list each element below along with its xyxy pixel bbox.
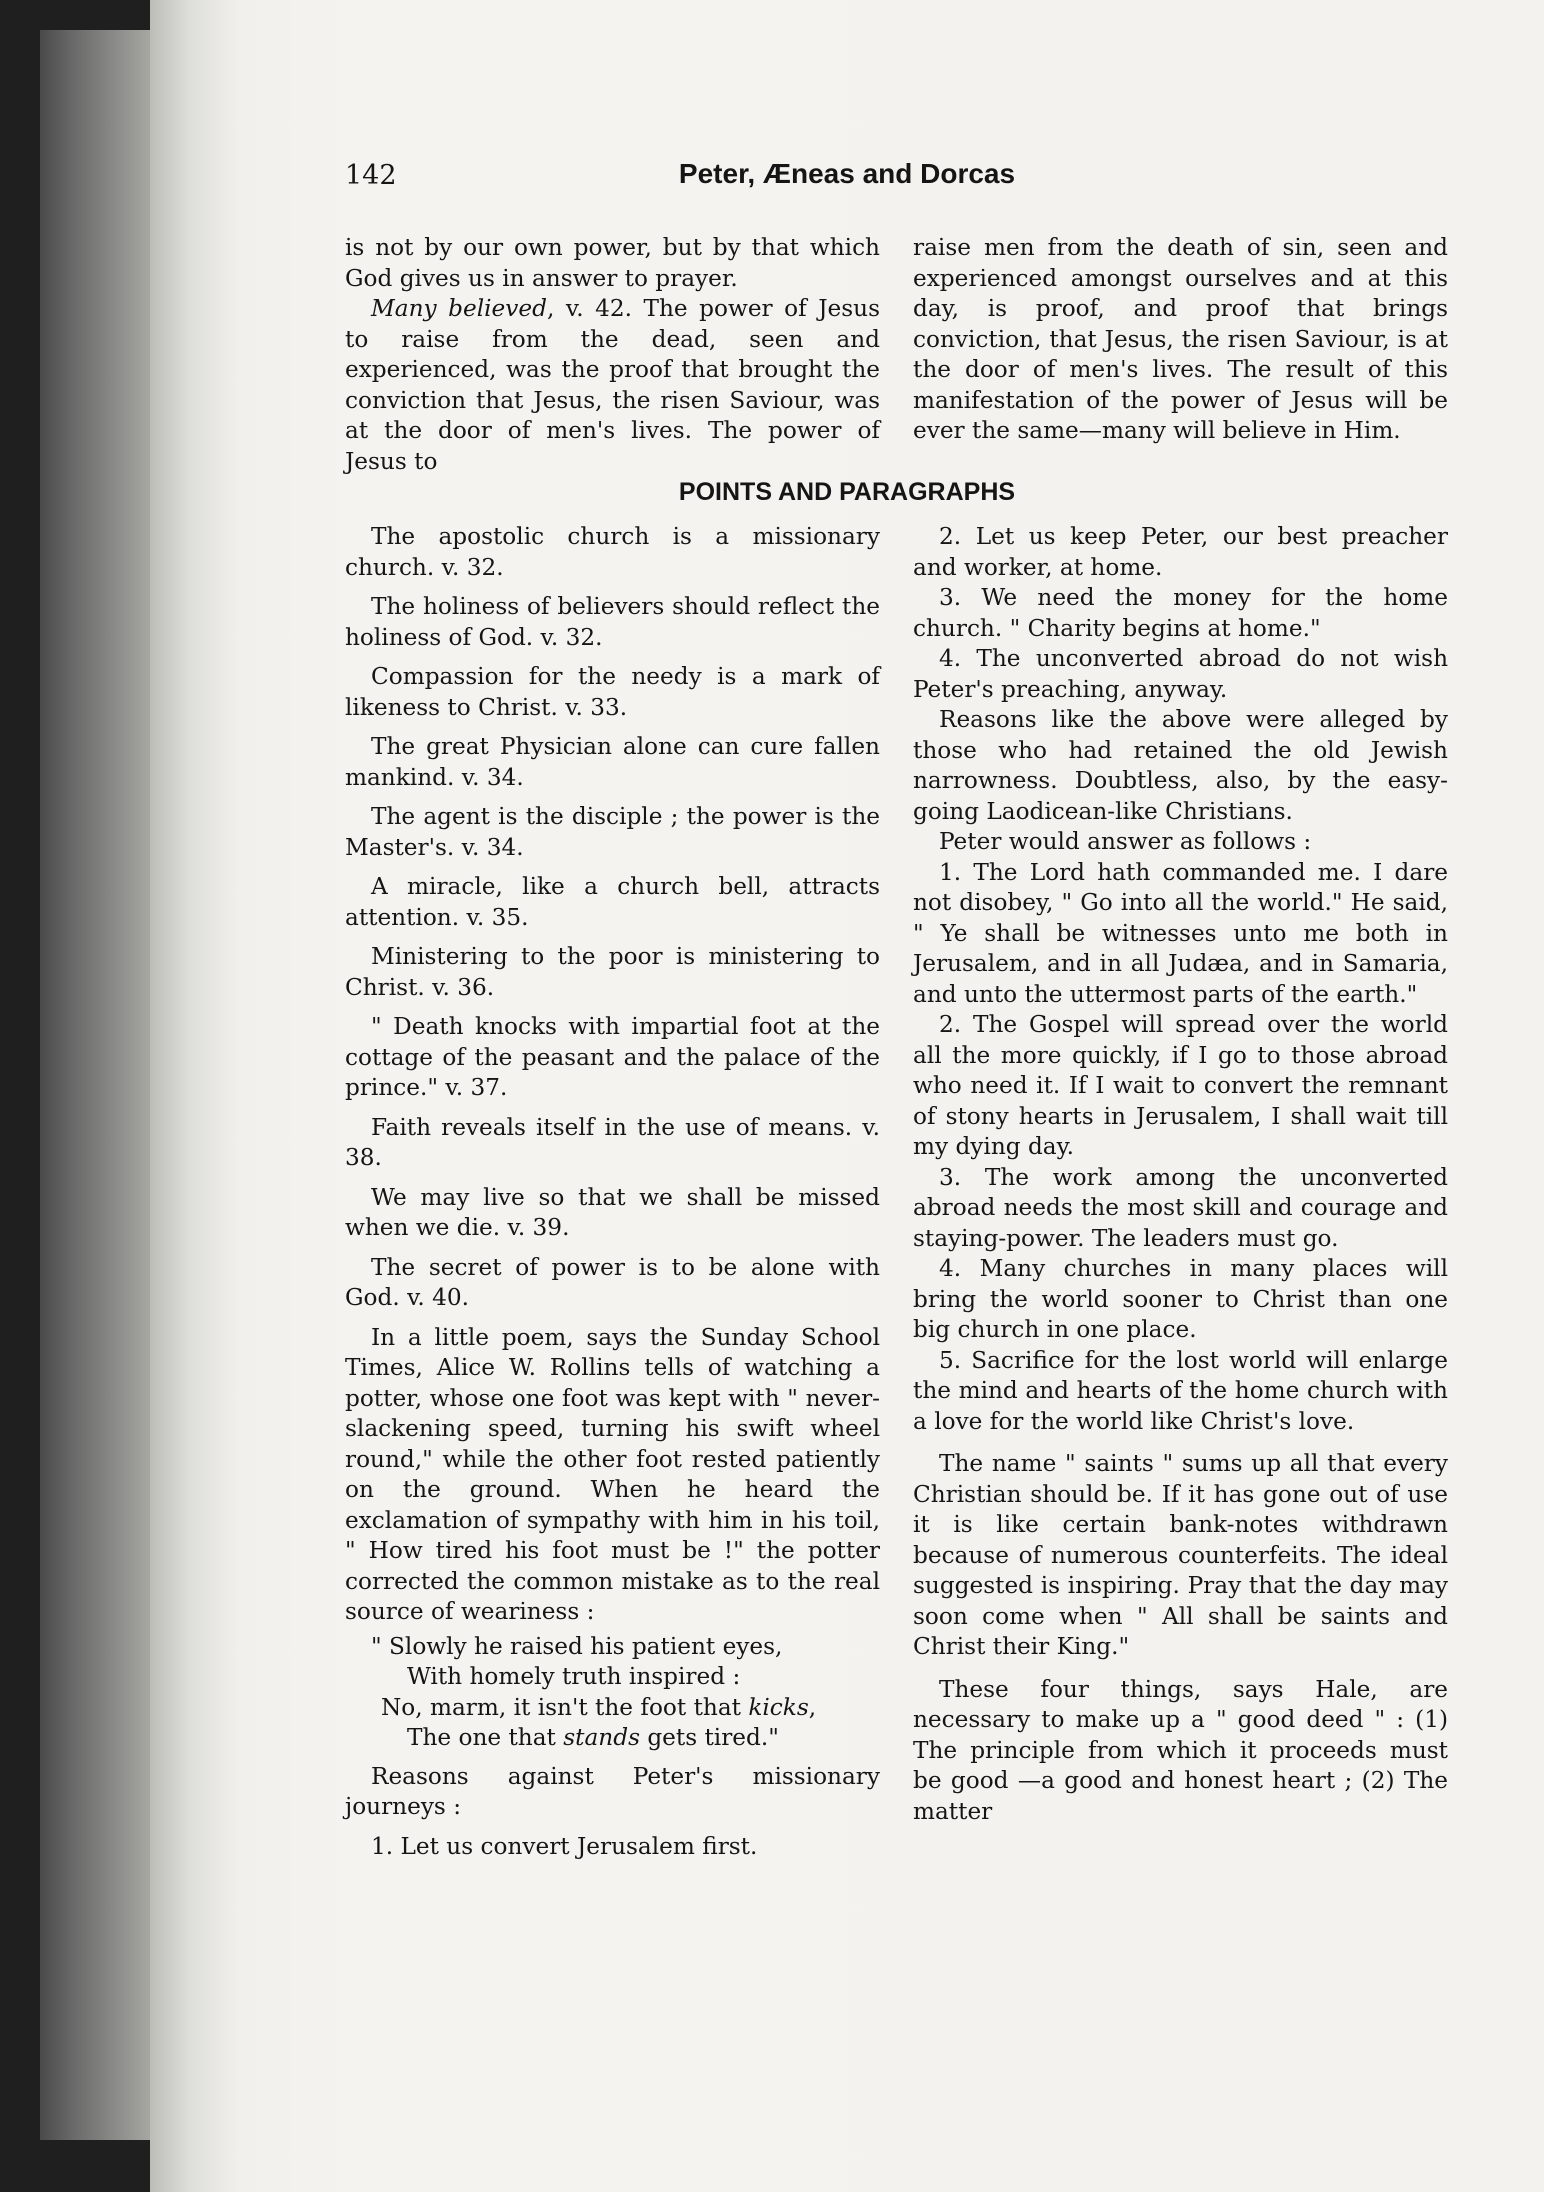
point: 3. The work among the unconverted abroad needs the most skill and courage and staying-power. The leaders must go. <box>913 1163 1448 1252</box>
paragraph <box>345 294 880 477</box>
point: " Death knocks with impartial foot at the cottage of the peasant and the palace of the prince." v. 37. <box>345 1013 880 1101</box>
point: The agent is the disciple ; the power is the Master's. v. 34. <box>345 803 880 861</box>
top-left-column <box>345 233 880 477</box>
poem-line <box>345 1693 880 1724</box>
point: The holiness of believers should reflect the holiness of God. v. 32. <box>345 593 880 651</box>
book-page <box>150 0 1544 2192</box>
point: 2. Let us keep Peter, our best preacher and worker, at home. <box>913 523 1448 581</box>
poem-text: No, marm, it isn't the foot that <box>381 1693 749 1721</box>
section-heading: POINTS AND PARAGRAPHS <box>678 478 1016 506</box>
paragraph: raise men from the death of sin, seen and experienced amongst ourselves and at this day, is proof, and proof that brings conviction, that Jesus, the risen Saviour, is at the door of men's lives. The result of this manifestation of the power of Jesus will be ever the same—many will believe in Him. <box>913 234 1448 444</box>
point: Ministering to the poor is ministering to Christ. v. 36. <box>345 943 880 1001</box>
point: In a little poem, says the Sunday School Times, Alice W. Rollins tells of watching a potter, whose one foot was kept with " never-slackening speed, turning his swift wheel round," while the other foot rested patiently on the ground. When he heard the exclamation of sympathy with him in his toil, " How tired his foot must be !" the potter corrected the common mistake as to the real source of weariness : <box>345 1323 880 1625</box>
point: 2. The Gospel will spread over the world all the more quickly, if I go to those abroad who need it. If I wait to convert the remnant of stony hearts in Jerusalem, I shall wait till my dying day. <box>913 1011 1448 1160</box>
point: Compassion for the needy is a mark of likeness to Christ. v. 33. <box>345 663 880 721</box>
poem <box>345 1632 880 1754</box>
points-right-column <box>913 522 1448 1827</box>
point: The apostolic church is a missionary church. v. 32. <box>345 523 880 581</box>
paragraph: is not by our own power, but by that which God gives us in answer to prayer. <box>345 234 880 292</box>
point: A miracle, like a church bell, attracts attention. v. 35. <box>345 873 880 931</box>
point: Faith reveals itself in the use of means. v. 38. <box>345 1113 880 1171</box>
page-number: 142 <box>345 160 397 191</box>
poem-line: " Slowly he raised his patient eyes, <box>371 1632 783 1660</box>
points-left-column <box>345 522 880 1862</box>
point: 3. We need the money for the home church. " Charity begins at home." <box>913 584 1448 642</box>
poem-line <box>345 1723 880 1754</box>
point: Peter would answer as follows : <box>939 828 1312 855</box>
running-head <box>150 160 1544 200</box>
point: Reasons like the above were alleged by those who had retained the old Jewish narrowness. Doubtless, also, by the easy-going Laodicean-like Christians. <box>913 706 1448 825</box>
point: Reasons against Peter's missionary journeys : <box>345 1762 880 1820</box>
point: 1. The Lord hath commanded me. I dare not disobey, " Go into all the world." He said, " Ye shall be witnesses unto me both in Jerusalem, and in all Judæa, and in Samaria, and unto the uttermost parts of the earth." <box>913 858 1448 1008</box>
point: We may live so that we shall be missed when we die. v. 39. <box>345 1183 880 1241</box>
poem-text: The one that <box>407 1724 564 1751</box>
top-right-column <box>913 233 1448 447</box>
point: The secret of power is to be alone with God. v. 40. <box>345 1253 880 1311</box>
poem-line: With homely truth inspired : <box>407 1663 741 1690</box>
point: 4. Many churches in many places will bring the world sooner to Christ than one big church in one place. <box>913 1255 1448 1343</box>
point: These four things, says Hale, are necessary to make up a " good deed " : (1) The principle from which it proceeds must be good —a good and honest heart ; (2) The matter <box>913 1675 1448 1825</box>
point: The great Physician alone can cure fallen mankind. v. 34. <box>345 733 880 791</box>
point: 5. Sacrifice for the lost world will enlarge the mind and hearts of the home church with a love for the world like Christ's love. <box>913 1346 1448 1435</box>
poem-text: , <box>808 1693 817 1721</box>
chapter-title: Peter, Æneas and Dorcas <box>678 158 1016 189</box>
poem-italic: stands <box>563 1724 640 1751</box>
point: 1. Let us convert Jerusalem first. <box>371 1832 758 1860</box>
point: 4. The unconverted abroad do not wish Peter's preaching, anyway. <box>913 645 1448 703</box>
italic-lead: Many believed <box>371 295 547 322</box>
poem-text: gets tired." <box>639 1724 779 1751</box>
paragraph-text: , v. 42. The power of Jesus to raise from the dead, seen and experienced, was the proof that brought the conviction that Jesus, the risen Saviour, was at the door of men's lives. The power of Jesus to <box>345 295 881 475</box>
poem-italic: kicks <box>748 1693 809 1721</box>
point: The name " saints " sums up all that every Christian should be. If it has gone out of use it is like certain bank-notes withdrawn because of numerous counterfeits. The ideal suggested is inspiring. Pray that the day may soon come when " All shall be saints and Christ their King." <box>913 1450 1448 1660</box>
